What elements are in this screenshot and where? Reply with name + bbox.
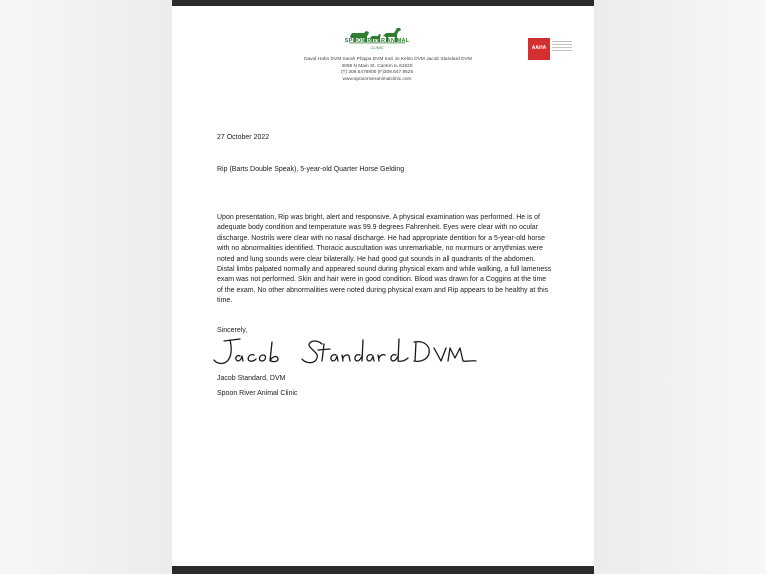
clinic-website: www.spoonriveranimalclinic.com [342,77,412,82]
signer-clinic: Spoon River Animal Clinic [217,390,298,397]
clinic-logo-name: SPOON RIVER ANIMAL [344,38,410,44]
letter-date: 27 October 2022 [217,134,270,141]
background-right [594,0,766,574]
top-frame-bar [172,0,594,6]
doctor-list: David Hahn DVM Sarah Phipps DVM Kari Jo Kelso DVM Jacob Standard DVM [304,57,472,62]
aaha-accreditation-fineprint [552,41,572,53]
closing-salutation: Sincerely, [217,327,248,334]
aaha-logo [528,38,550,60]
letter-page [172,0,594,574]
clinic-phone: (T) 309.6476800 (F)309.647.9525 [340,70,414,75]
clinic-address: 3098 N Main St. Canton IL 61520 [341,64,413,69]
handwritten-signature [210,334,480,370]
signer-name: Jacob Standard, DVM [217,375,286,382]
background-left [0,0,172,574]
aaha-logo-text: AAHA [531,45,547,51]
letter-subject: Rip (Barts Double Speak), 5-year-old Quarter Horse Gelding [217,166,405,173]
clinic-logo-subtitle: CLINIC [370,45,384,50]
bottom-frame-bar [172,566,594,574]
exam-findings-paragraph: Upon presentation, Rip was bright, alert and responsive. A physical examination was performed. He is of adequate body condition and temperature was 99.9 degrees Fahrenheit. Eyes were clear with no ocular discharge. Nostrils were clear with no nasal discharge. He had appropriate dentition for a 5-year-old horse with no abnormalities identified. Thoracic auscultation was unremarkable, no murmurs or arrythmias were noted and lung sounds were clear bilaterally. He had good gut sounds in all quadrants of the abdomen. Distal limbs palpated normally and appeared sound during physical exam and while walking, a full lameness exam was not performed. Skin and hair were in good condition. Blood was drawn for a Coggins at the time of the exam. No other abnormalities were noted during physical exam and Rip appears to be healthy at this time. [217,214,552,305]
